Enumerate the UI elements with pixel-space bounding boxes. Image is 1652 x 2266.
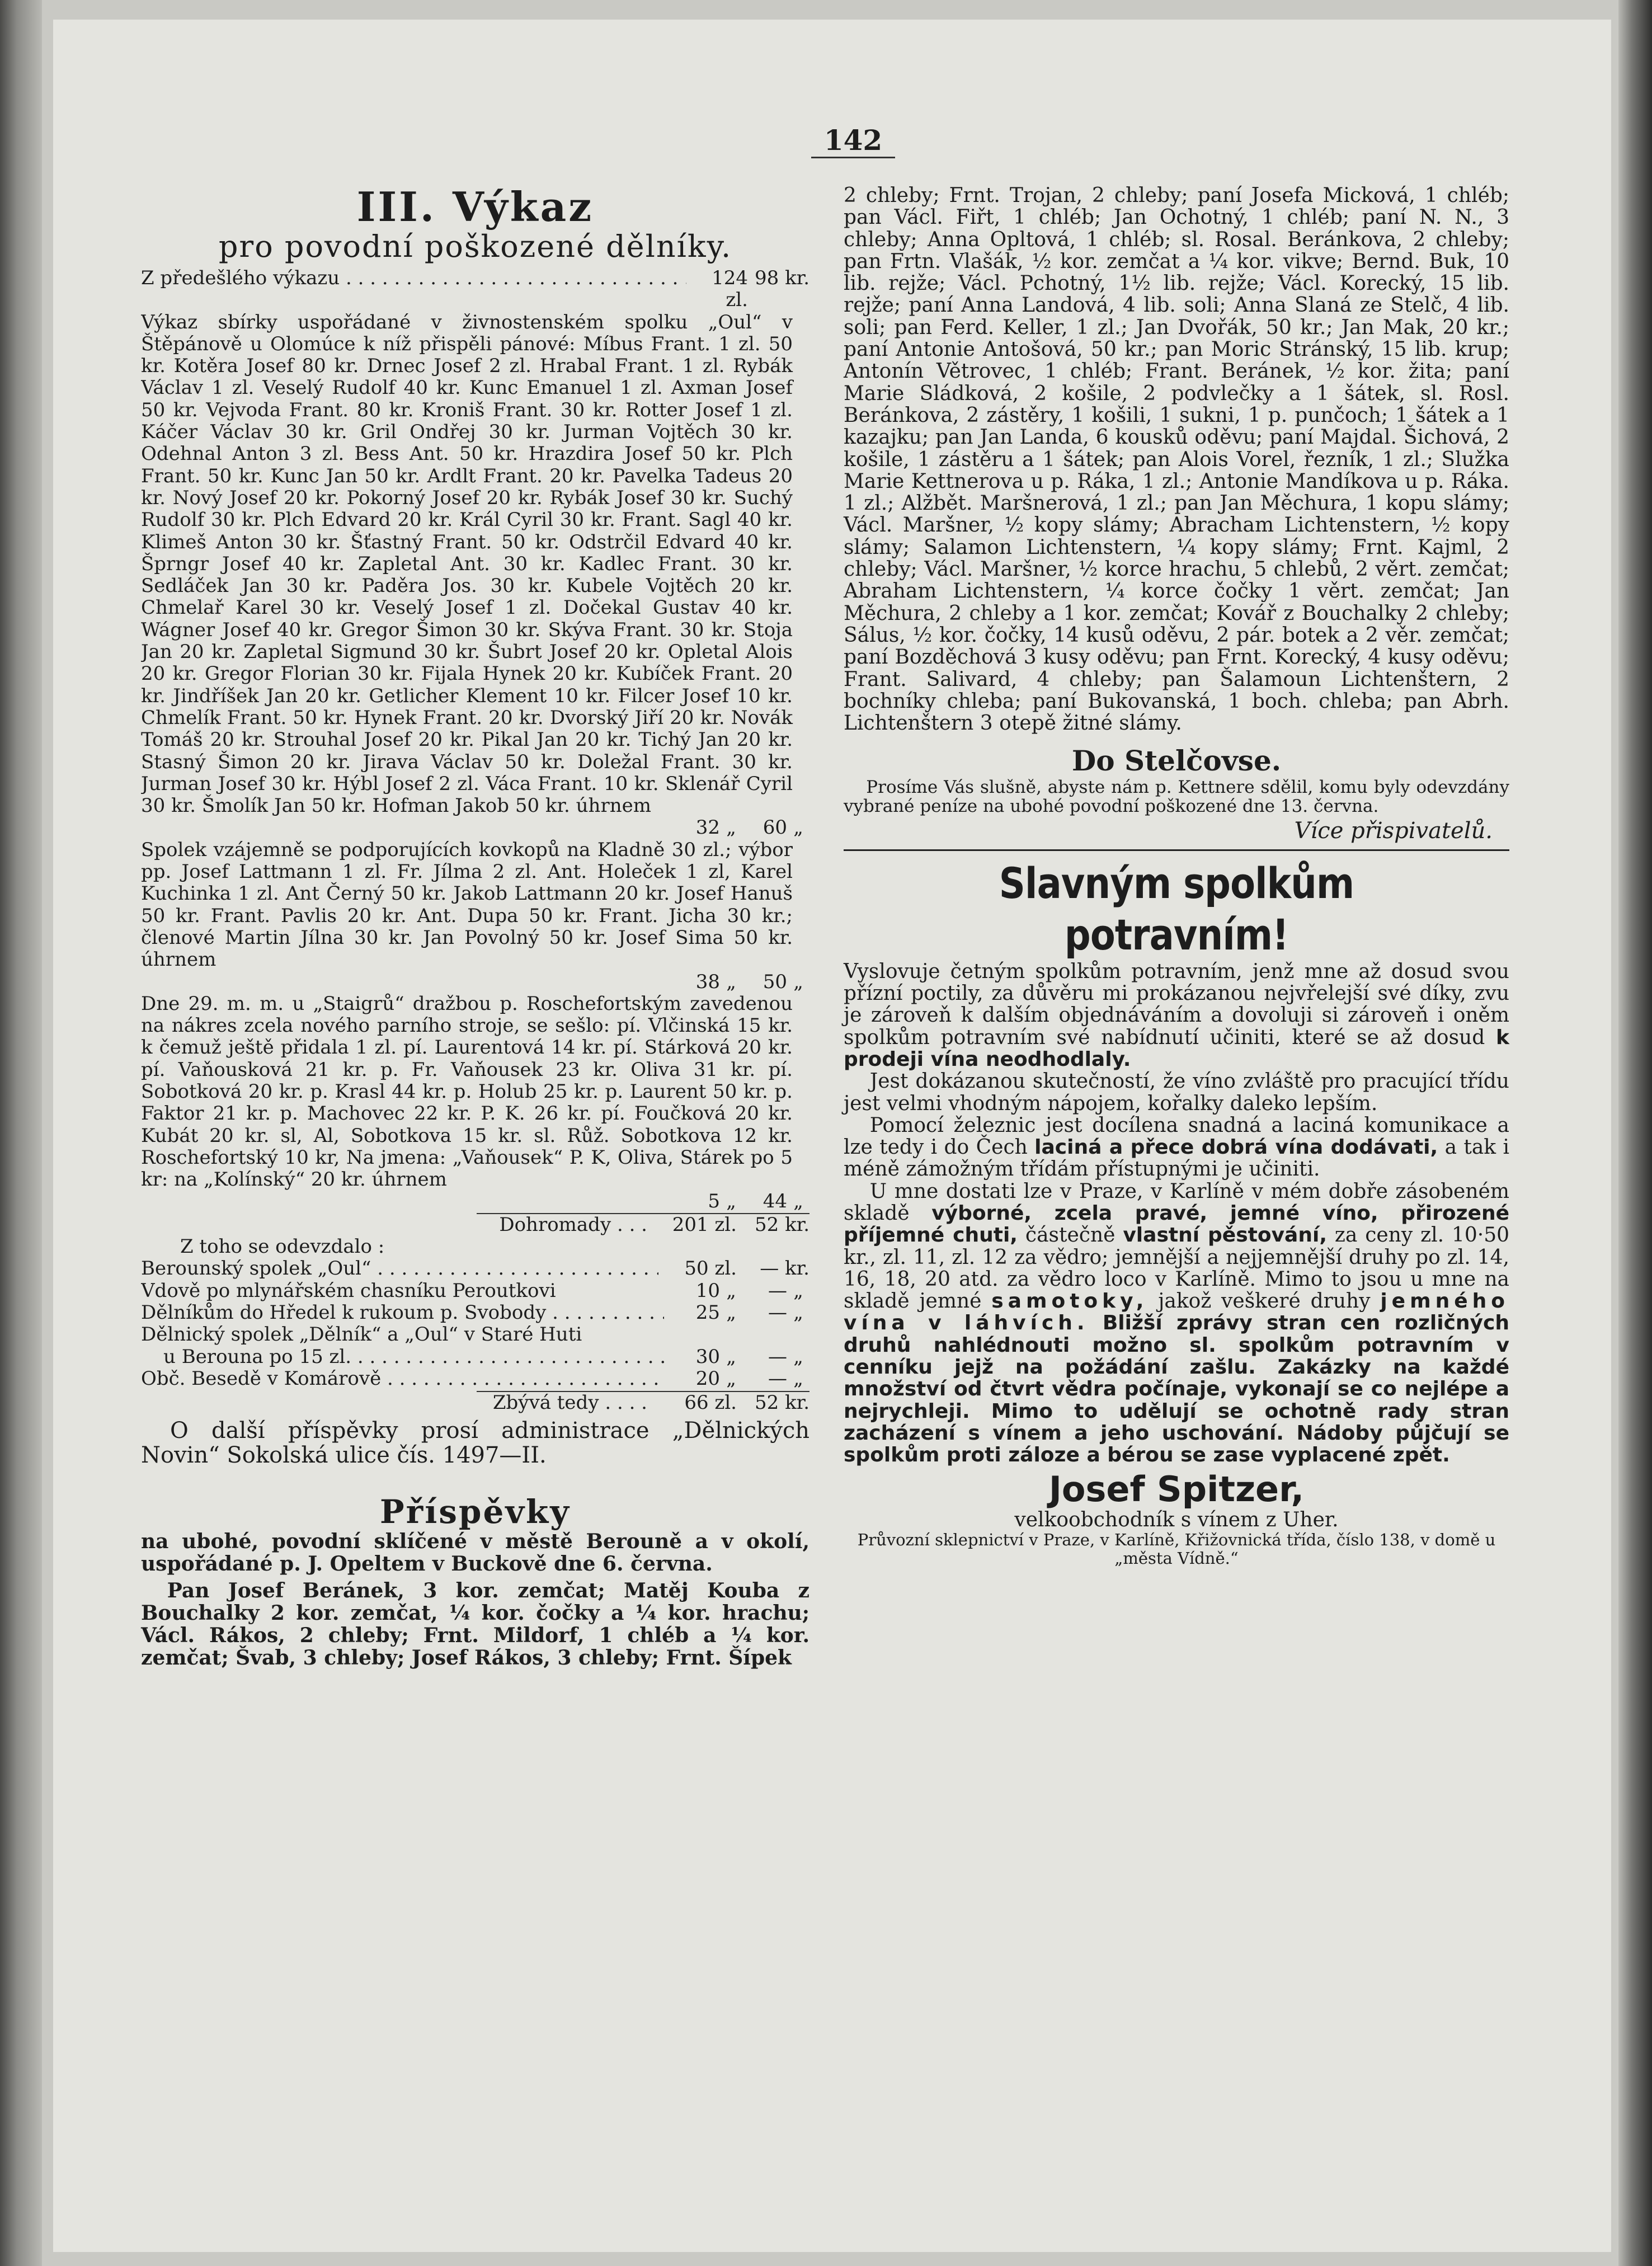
advert-bold-text: laciná a přece dobrá vína dodávati, <box>1034 1136 1438 1159</box>
advert-signature-title: velkoobchodník s vínem z Uher. <box>1014 1508 1339 1531</box>
collection-text: Dne 29. m. m. u „Staigrů“ dražbou p. Roschefortským zavedenou na nákres zcela nového parního stroje, se sešlo: pí. Vlčinská 15 kr. k čemuž ještě přidala 1 zl. pí. Laurentová 14 kr. pí. Stárková 20 kr. pí. Vaňousková 21 kr. p. Fr. Vaňousek 23 kr. Oliva 31 kr. pí. Sobotková 20 kr. p. Krasl 44 kr. p. Holub 25 kr. p. Laurent 50 kr. p. Faktor 21 kr. p. Machovec 22 kr. P. K. 26 kr. pí. Foučková 20 kr. Kubát 20 kr. sl, Al, Sobotkova 15 kr. sl. Růž. Sobotkova 12 kr. Roschefortský 10 kr, Na jmena: „Vaňousek“ P. K, Oliva, Stárek po 5 kr: na „Kolínský“ 20 kr. úhrnem <box>141 993 793 1191</box>
total-label: Dohromady . . . <box>499 1214 647 1236</box>
contributions-title: Příspěvky <box>380 1493 571 1531</box>
advert-paragraph <box>844 1115 1509 1181</box>
previous-amount: 124 zl. <box>712 267 748 312</box>
remaining-kr: 52 kr. <box>755 1391 809 1414</box>
collection-amount-row: 5 „ 44 „ <box>141 1191 809 1212</box>
contributions-subtitle: na ubohé, povodní sklíčené v městě Berouně a v okolí, uspořádané p. J. Opeltem v Buckově dne 6. června. <box>141 1530 809 1576</box>
paid-label: u Berouna po 15 zl. . . . <box>141 1346 664 1368</box>
left-column <box>141 185 809 1669</box>
advert-paragraph <box>844 1181 1509 1466</box>
advert-paragraph: Jest dokázanou skutečností, že víno zvláště pro pracující třídu jest velmi vhodným nápojem, kořalky daleko lepším. <box>844 1070 1509 1115</box>
advert-spaced-text: samotoky, <box>991 1290 1149 1313</box>
advert-paragraph <box>844 961 1509 1070</box>
advert-title: Slavným spolkům potravním! <box>999 858 1354 960</box>
collection-zl: 32 <box>695 816 720 839</box>
paid-row: u Berouna po 15 zl. . . . 30 „ — „ <box>141 1346 809 1368</box>
more-donors-heading: Více přispivatelů. <box>1294 818 1493 844</box>
advert-text: Vyslovuje četným spolkům potravním, jenž mne až dosud svou přízní poctily, za důvěru mi prokázanou nejvřelejší své díky, zvu je zároveň k dalším objednáváním a dovoluji si zároveň i oněm spolkům potravním své nabídnutí učiniti, které se až dosud <box>844 960 1509 1049</box>
paid-zl: 20 <box>695 1367 720 1390</box>
paid-zl: 10 <box>695 1279 720 1302</box>
paid-row: Dělníkům do Hředel k rukoum p. Svobody . . . 25 „ — „ <box>141 1302 809 1324</box>
scan-edge-left <box>0 0 42 2266</box>
report-title-number: III. Výkaz <box>356 183 594 231</box>
collection-amount-row: 38 „ 50 „ <box>141 971 809 993</box>
previous-label: Z předešlého výkazu . . . <box>141 267 686 289</box>
paid-label-line: Dělnický spolek „Dělník“ a „Oul“ v Staré Huti <box>141 1323 582 1346</box>
advert-bold-text: k prodeji vína neodhodlaly. <box>844 1026 1509 1071</box>
total-zl: 201 zl. <box>672 1213 737 1236</box>
advert-text: Pomocí železnic jest docílena snadná a laciná komunikace a lze tedy i do Čech <box>844 1113 1509 1159</box>
remaining-zl: 66 zl. <box>684 1391 737 1414</box>
collection-text: Spolek vzájemně se podporujících kovkopů na Kladně 30 zl.; výbor pp. Josef Lattmann 1 zl. Fr. Jílma 2 zl. Ant. Holeček 1 zl, Karel Kuchinka 1 zl. Ant Černý 50 kr. Jakob Lattmann 20 kr. Josef Hanuš 50 kr. Frant. Pavlis 20 kr. Ant. Dupa 50 kr. Frant. Jicha 30 kr.; členové Martin Jílna 30 kr. Jan Povolný 50 kr. Josef Sima 50 kr. úhrnem <box>141 839 793 971</box>
paid-kr: — <box>768 1345 787 1368</box>
page-number: 142 <box>811 124 895 158</box>
contributions-continued: 2 chleby; Frnt. Trojan, 2 chleby; paní Josefa Micková, 1 chléb; pan Václ. Fiřt, 1 chléb; Jan Ochotný, 1 chléb; paní N. N., 3 chleby; Anna Opltová, 1 chléb; sl. Rosal. Beránkova, 2 chleby; pan Frtn. Vlašák, ½ kor. zemčat a ¼ kor. vikve; Bernd. Buk, 10 lib. rejže; Václ. Pchotný, 1½ lib. rejže; Václ. Korecký, 15 lib. rejže; paní Anna Landová, 4 lib. soli; Anna Slaná ze Stelč, 4 lib. soli; pan Ferd. Keller, 1 zl.; Jan Dvořák, 50 kr.; Jan Mak, 20 kr.; paní Antonie Antošová, 50 kr.; pan Moric Stránský, 15 lib. krup; Antonín Větrovec, 1 chléb; Frant. Beránek, ½ kor. žita; paní Marie Sládková, 2 košile, 2 podvlečky a 1 šátek, sl. Rosl. Beránkova, 2 zástěry, 1 košili, 1 sukni, 1 p. punčoch; 1 šátek a 1 kazajku; pan Jan Landa, 6 kousků oděvu; paní Majdal. Šichová, 2 košile, 1 zástěru a 1 šátek; pan Alois Vorel, řezník, 1 zl.; Služka Marie Kettnerova u p. Ráka, 1 zl.; Antonie Mandíkova u p. Ráka. 1 zl.; Alžbět. Maršnerová, 1 zl.; pan Jan Měchura, 1 kopu slámy; Václ. Maršner, ½ kopy slámy; Abracham Lichtenstern, ½ kopy slámy; Salamon Lichtenstern, ¼ kopy slámy; Frnt. Kajml, 2 chleby; Václ. Maršner, ½ korce hrachu, 5 chlebů, 2 věrt. zemčat; Abraham Lichtenstern, ¼ korce čočky 1 věrt. zemčat; Jan Měchura, 2 chleby a 1 kor. zemčat; Kovář z Bouchalky 2 chleby; Sálus, ½ kor. čočky, 14 kusů oděvu, 2 pár. botek a 2 věr. zemčat; paní Bozděchová 3 kusy oděvu; pan Frnt. Korecký, 4 kusy oděvu; Frant. Salivard, 4 chleby; pan Šalamoun Lichtenštern, 2 bochníky chleba; paní Bukovanská, 1 boch. chleba; pan Abrh. Lichtenštern 3 otepě žitné slámy. <box>844 184 1509 735</box>
stelcovse-title: Do Stelčovse. <box>1071 744 1282 778</box>
remaining-label: Zbývá tedy . . . . <box>492 1392 647 1414</box>
collection-kr: 44 <box>763 1190 787 1213</box>
advert-bold-text: vlastní pěstování, <box>1123 1224 1327 1247</box>
previous-kr: 98 kr. <box>755 267 809 289</box>
paid-header: Z toho se odevzdalo : <box>180 1235 385 1258</box>
right-column <box>844 185 1509 1568</box>
paid-label: Berounský spolek „Oul“ . . . <box>141 1258 658 1280</box>
contributions-body: Pan Josef Beránek, 3 kor. zemčat; Matěj Kouba z Bouchalky 2 kor. zemčat, ¼ kor. čočky a ¼ kor. hrachu; Václ. Rákos, 2 chleby; Frnt. Mildorf, 1 chléb a ¼ kor. zemčat; Švab, 3 chleby; Josef Rákos, 3 chleby; Frnt. Šípek <box>141 1579 809 1670</box>
total-row <box>141 1214 809 1236</box>
collection-row <box>141 312 809 817</box>
paid-label: Dělníkům do Hředel k rukoum p. Svobody . . . <box>141 1302 664 1324</box>
scan-edge-right <box>1618 0 1652 2266</box>
total-kr: 52 kr. <box>755 1213 809 1236</box>
paid-label: Vdově po mlynářském chasníku Peroutkovi <box>141 1280 556 1302</box>
paid-zl: 50 zl. <box>684 1257 737 1280</box>
collection-row <box>141 839 809 971</box>
advert-bold-text: výborné, zcela pravé, jemné víno, přirozené příjemné chuti, <box>844 1201 1509 1247</box>
advert-text: částečně <box>1025 1224 1116 1247</box>
advert-text: jakož veškeré druhy <box>1158 1290 1371 1313</box>
paid-kr: — <box>768 1279 787 1302</box>
advert-top-rule <box>844 849 1509 851</box>
collection-row <box>141 993 809 1191</box>
paid-row: Obč. Besedě v Komárově . . . 20 „ — „ <box>141 1368 809 1390</box>
paid-zl: 30 <box>695 1345 720 1368</box>
paid-row: Vdově po mlynářském chasníku Peroutkovi 10 „ — „ <box>141 1279 803 1302</box>
stelcovse-text: Prosíme Vás slušně, abyste nám p. Kettnere sdělil, komu byly odevzdány vybrané peníze na ubohé povodní poškozené dne 13. června. <box>844 777 1509 817</box>
paid-kr: — kr. <box>760 1257 809 1280</box>
advert-spaced-text: jemného vína v láhvích. <box>844 1290 1509 1335</box>
paid-label: Obč. Besedě v Komárově . . . <box>141 1368 664 1390</box>
advert-address: Průvozní sklepnictví v Praze, v Karlíně, Křižovnická třída, číslo 138, v domě u „města Vídně.“ <box>857 1530 1496 1568</box>
collection-kr: 60 <box>763 816 787 839</box>
collection-amount-row: 32 „ 60 „ <box>141 817 809 839</box>
collection-zl: 38 <box>695 970 720 993</box>
closing-note: O další příspěvky prosí administrace „Dělnických Novin“ Sokolská ulice čís. 1497—II. <box>141 1418 809 1469</box>
paid-row <box>141 1258 809 1280</box>
advert-text: U mne dostati lze v Praze, v Karlíně v mém dobře zásobeném skladě <box>844 1179 1509 1225</box>
collection-text: Výkaz sbírky uspořádané v živnostenském spolku „Oul“ v Štěpánově u Olomúce k níž přispěli pánové: Míbus Frant. 1 zl. 50 kr. Kotěra Josef 80 kr. Drnec Josef 2 zl. Hrabal Frant. 1 zl. Rybák Václav 1 zl. Veselý Rudolf 40 kr. Kunc Emanuel 1 zl. Axman Josef 50 kr. Vejvoda Frant. 80 kr. Kroniš Frant. 30 kr. Rotter Josef 1 zl. Káčer Václav 30 kr. Gril Ondřej 30 kr. Jurman Vojtěch 30 kr. Odehnal Anton 3 zl. Bess Ant. 50 kr. Hrazdira Josef 50 kr. Plch Frant. 50 kr. Kunc Jan 50 kr. Ardlt Frant. 20 kr. Pavelka Tadeus 20 kr. Nový Josef 20 kr. Pokorný Josef 20 kr. Rybák Josef 30 kr. Suchý Rudolf 30 kr. Plch Edvard 20 kr. Král Cyril 30 kr. Frant. Sagl 40 kr. Klimeš Anton 30 kr. Šťastný Frant. 50 kr. Odstrčil Edvard 40 kr. Šprngr Josef 40 kr. Zapletal Ant. 30 kr. Kadlec Frant. 30 kr. Sedláček Jan 30 kr. Paděra Jos. 30 kr. Kubele Vojtěch 20 kr. Chmelař Karel 30 kr. Veselý Josef 1 zl. Dočekal Gustav 40 kr. Wágner Josef 40 kr. Gregor Šimon 30 kr. Skýva Frant. 30 kr. Stoja Jan 20 kr. Zapletal Sigmund 30 kr. Šubrt Josef 20 kr. Opletal Alois 20 kr. Gregor Florian 30 kr. Fijala Hynek 20 kr. Kubíček Frant. 20 kr. Jindříšek Jan 20 kr. Getlicher Klement 10 kr. Filcer Josef 10 kr. Chmelík Frant. 50 kr. Hynek Frant. 20 kr. Dvorský Jiří 20 kr. Novák Tomáš 20 kr. Strouhal Josef 20 kr. Pikal Jan 20 kr. Tichý Jan 20 kr. Stasný Šimon 20 kr. Jirava Václav 50 kr. Doležal Frant. 30 kr. Jurman Josef 30 kr. Hýbl Josef 2 zl. Váca Frant. 10 kr. Sklenář Cyril 30 kr. Šmolík Jan 50 kr. Hofman Jakob 50 kr. úhrnem <box>141 311 793 817</box>
report-title: pro povodní poškozené dělníky. <box>218 229 732 264</box>
paid-kr: — <box>768 1301 787 1324</box>
remaining-row <box>141 1392 809 1414</box>
advert-text: a tak i méně zámožným třídám přístupnými je učiniti. <box>844 1136 1509 1181</box>
advert-signature: Josef Spitzer, <box>1048 1468 1305 1510</box>
previous-report-row <box>141 267 809 312</box>
advert-text: Bližší zprávy stran cen rozličných druhů nahlédnouti možno sl. spolkům potravním v cenníku jejž na požádání zašlu. Zakázky na každé množství od čtvrt vědra počínaje, vykonají se co nejlépe a nejrychleji. Mimo to udělují se ochotně rady stran zacházení s vínem a jeho uschování. Nádoby půjčují se spolkům proti záloze a bérou se zase vyplacené zpět. <box>844 1311 1509 1467</box>
advert-text: za ceny zl. 10·50 kr., zl. 11, zl. 12 za vědro; jemnější a nejjemnější druhy po zl. 14, 16, 18, 20 atd. za vědro loco v Karlíně. Mimo to jsou u mne na skladě jemné <box>844 1224 1510 1313</box>
paid-zl: 25 <box>695 1301 720 1324</box>
collection-kr: 50 <box>763 970 787 993</box>
collection-zl: 5 <box>708 1190 720 1213</box>
paid-kr: — <box>768 1367 787 1390</box>
